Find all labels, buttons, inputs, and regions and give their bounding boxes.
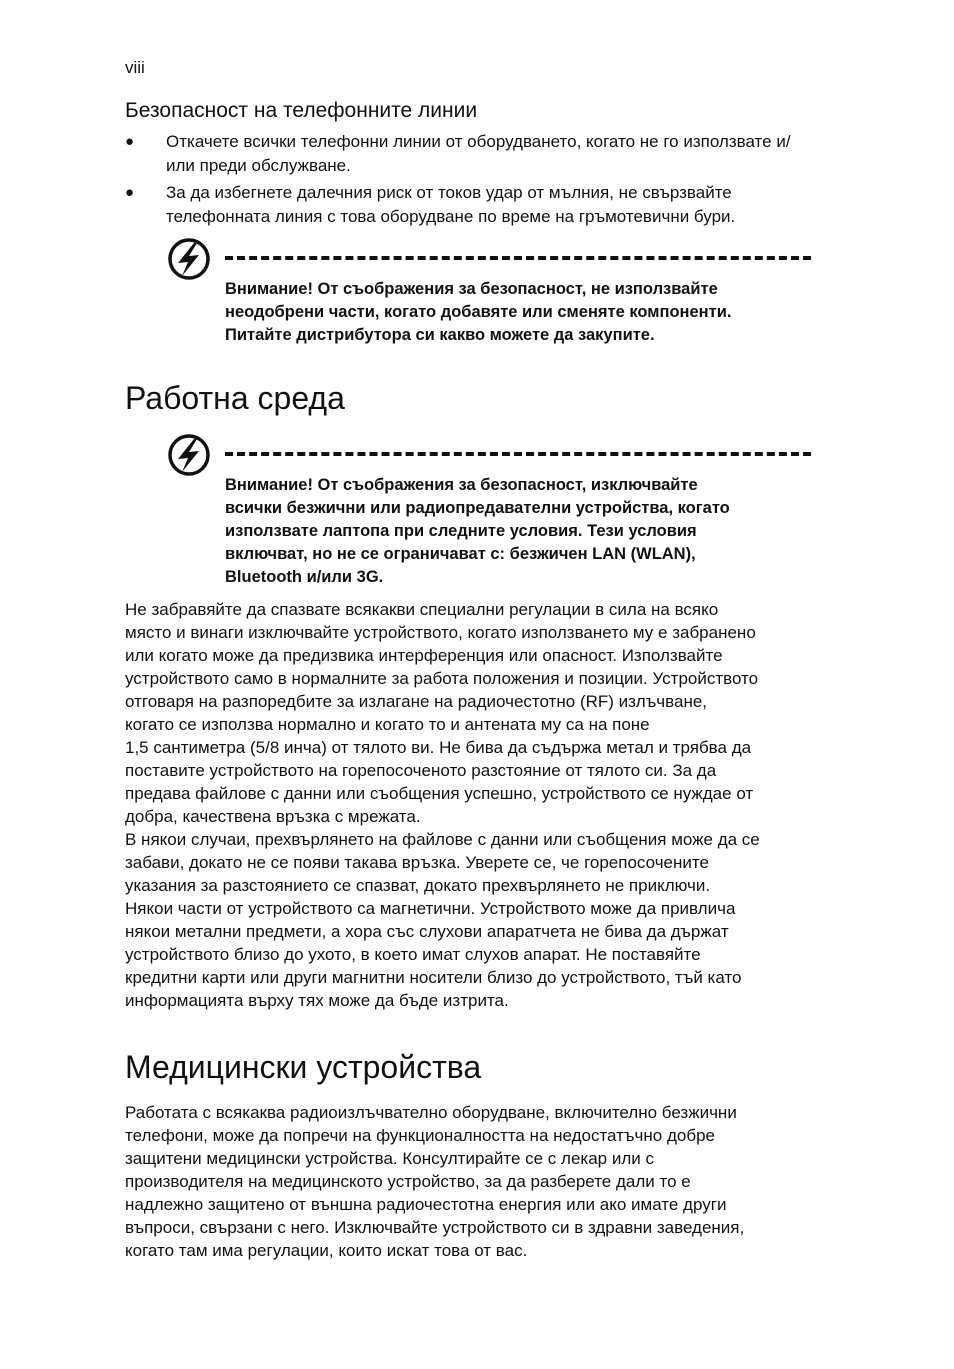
bullet-icon: ● [125, 184, 135, 201]
lightning-warning-icon [166, 236, 212, 282]
phone-safety-heading: Безопасност на телефонните линии [125, 99, 478, 122]
text-line: когато се използва нормално и когато то и антената му са на поне [125, 715, 650, 734]
text-line: В някои случаи, прехвърлянето на файлове с данни или съобщения може да се [125, 830, 760, 849]
dashed-divider [225, 256, 811, 260]
warning-line: Питайте дистрибутора си какво можете да закупите. [225, 326, 655, 344]
warning-line: Bluetooth и/или 3G. [225, 568, 384, 586]
list-item-text: Откачете всички телефонни линии от оборудването, когато не го използвате и/или преди обслужване. [166, 132, 791, 175]
text-line: въпроси, свързани с него. Изключвайте устройството си в здравни заведения, [125, 1218, 745, 1237]
text-line: защитени медицински устройства. Консултирайте се с лекар или с [125, 1149, 654, 1168]
text-line: 1,5 сантиметра (5/8 инча) от тялото ви. Не бива да съдържа метал и трябва да [125, 738, 752, 757]
page-number: viii [125, 58, 145, 77]
text-line: когато там има регулации, които искат това от вас. [125, 1241, 528, 1260]
text-line: предава файлове с данни или съобщения успешно, устройството се нуждае от [125, 784, 754, 803]
text-line: производителя на медицинското устройство, за да разберете дали то е [125, 1172, 691, 1191]
text-line: информацията върху тях може да бъде изтрита. [125, 991, 509, 1010]
text-line: устройството само в нормалните за работа положения и позиции. Устройството [125, 669, 759, 688]
warning-line: използвате лаптопа при следните условия. Тези условия [225, 522, 697, 540]
text-line: поставите устройството на горепосоченото разстояние от тялото си. За да [125, 761, 717, 780]
medical-devices-paragraph [125, 1101, 815, 1262]
text-line: място и винаги изключвайте устройството, когато използването му е забранено [125, 623, 756, 642]
text-line: забави, докато не се появи такава връзка. Уверете се, че горепосочените [125, 853, 709, 872]
text-line: или когато може да предизвика интерференция или опасност. Използвайте [125, 646, 723, 665]
warning-line: Внимание! От съображения за безопасност, не използвайте [225, 280, 718, 298]
text-line: някои метални предмети, а хора със слухови апаратчета не бива да държат [125, 922, 729, 941]
warning-line: всички безжични или радиопредавателни устройства, когато [225, 499, 730, 517]
text-line: Работата с всякаква радиоизлъчвателно оборудване, включително безжични [125, 1103, 737, 1122]
list-item [125, 130, 815, 177]
list-item-text: За да избегнете далечния риск от токов удар от мълния, не свързвайте телефонната линия с това оборудване по време на гръмотевични бури. [166, 183, 736, 226]
text-line: добра, качествена връзка с мрежата. [125, 807, 421, 826]
text-line: надлежно защитено от външна радиочестотна енергия или ако имате други [125, 1195, 727, 1214]
work-environment-paragraph [125, 598, 815, 1012]
text-line: Не забравяйте да спазвате всякакви специални регулации в сила на всяко [125, 600, 719, 619]
warning-text [225, 474, 805, 589]
text-line: указания за разстоянието се спазват, докато прехвърлянето не приключи. [125, 876, 711, 895]
warning-line: Внимание! От съображения за безопасност, изключвайте [225, 476, 698, 494]
lightning-warning-icon [166, 432, 212, 478]
text-line: отговаря на разпоредбите за излагане на радиочестотно (RF) излъчване, [125, 692, 708, 711]
dashed-divider [225, 452, 811, 456]
warning-line: неодобрени части, когато добавяте или сменяте компоненти. [225, 303, 732, 321]
list-item [125, 181, 815, 228]
phone-safety-list [125, 130, 815, 232]
work-environment-heading: Работна среда [125, 380, 345, 416]
text-line: телефони, може да попречи на функционалността на недостатъчно добре [125, 1126, 715, 1145]
medical-devices-heading: Медицински устройства [125, 1049, 482, 1085]
text-line: устройството близо до ухото, в което имат слухов апарат. Не поставяйте [125, 945, 701, 964]
warning-line: включват, но не се ограничават с: безжичен LAN (WLAN), [225, 545, 696, 563]
bullet-icon: ● [125, 133, 135, 150]
warning-text [225, 278, 805, 347]
text-line: Някои части от устройството са магнетични. Устройството може да привлича [125, 899, 736, 918]
text-line: кредитни карти или други магнитни носители близо до устройството, тъй като [125, 968, 742, 987]
